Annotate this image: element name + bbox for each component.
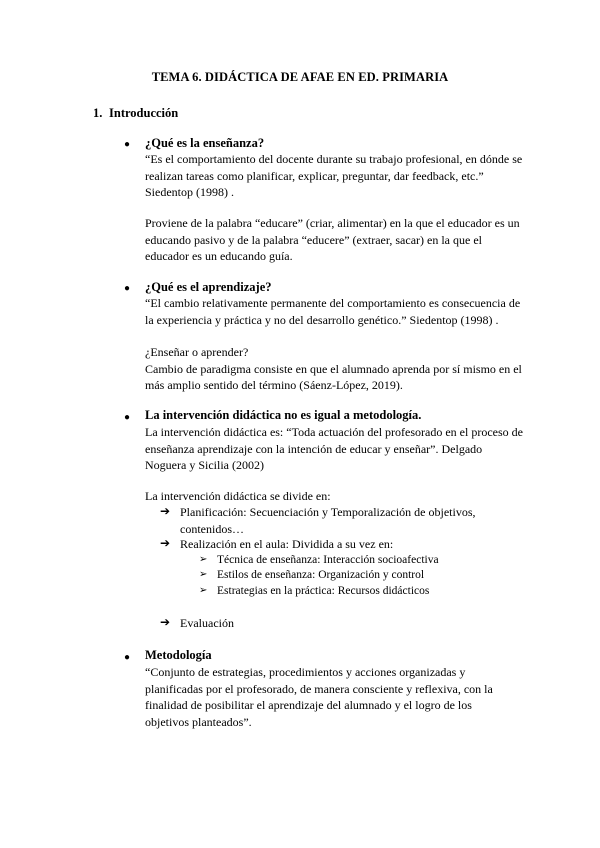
arrowhead-icon: ➢ — [199, 585, 208, 596]
section-heading — [93, 106, 178, 121]
heading-intervencion: La intervención didáctica no es igual a metodología. — [145, 408, 422, 422]
sub-item-tecnica: Técnica de enseñanza: Interacción socioafectiva — [217, 554, 439, 566]
section-number: 1. — [93, 106, 103, 120]
arrowhead-icon: ➢ — [199, 554, 208, 565]
document-title: TEMA 6. DIDÁCTICA DE AFAE EN ED. PRIMARIA — [151, 70, 449, 84]
heading-aprendizaje: ¿Qué es el aprendizaje? — [145, 280, 272, 294]
paragraph-aprendizaje-definition: “El cambio relativamente permanente del comportamiento es consecuencia de la experiencia y práctica y no del desarrollo genético.” Siedentop (1998) . — [145, 296, 521, 327]
list-item-evaluacion: Evaluación — [180, 616, 234, 630]
sub-item-estrategias: Estrategias en la práctica: Recursos didácticos — [217, 585, 430, 597]
list-item-realizacion: Realización en el aula: Dividida a su vez en: — [180, 537, 394, 551]
bullet-icon: ● — [124, 652, 131, 663]
intervencion-intro: La intervención didáctica se divide en: — [145, 489, 331, 503]
list-item-planificacion: Planificación: Secuenciación y Temporalización de objetivos, contenidos… — [180, 505, 476, 536]
paragraph-ensenanza-definition: “Es el comportamiento del docente durante su trabajo profesional, en dónde se realizan tareas como planificar, explicar, preguntar, dar feedback, etc.” Siedentop (1998) . — [145, 152, 523, 199]
bullet-icon: ● — [124, 283, 131, 294]
heading-ensenanza: ¿Qué es la enseñanza? — [145, 136, 265, 150]
arrow-icon: ➔ — [160, 504, 171, 518]
arrowhead-icon: ➢ — [199, 569, 208, 580]
paragraph-metodologia-definition: “Conjunto de estrategias, procedimientos y acciones organizadas y planificadas por el profesorado, de manera consciente y reflexiva, con la finalidad de posibilitar el aprendizaje del alumnado y el logro de los objetivos planteados”. — [145, 665, 493, 729]
sub-item-estilos: Estilos de enseñanza: Organización y control — [217, 569, 425, 581]
bullet-icon: ● — [124, 139, 131, 150]
paragraph-ensenanza-etymology: Proviene de la palabra “educare” (criar, alimentar) en la que el educador es un educando pasivo y de la palabra “educere” (extraer, sacar) en la que el educador es un educando guía. — [145, 216, 520, 263]
section-label: Introducción — [109, 106, 179, 120]
heading-metodologia: Metodología — [145, 648, 212, 662]
paragraph-intervencion-definition: La intervención didáctica es: “Toda actuación del profesorado en el proceso de enseñanza aprendizaje con la intención de educar y enseñar”. Delgado Noguera y Sicilia (2002) — [145, 425, 523, 472]
arrow-icon: ➔ — [160, 615, 171, 629]
paragraph-ensenar-aprender: ¿Enseñar o aprender? Cambio de paradigma consiste en que el alumnado aprenda por sí mismo en el más amplio sentido del término (Sáenz-López, 2019). — [145, 345, 522, 392]
bullet-icon: ● — [124, 412, 131, 423]
arrow-icon: ➔ — [160, 536, 171, 550]
